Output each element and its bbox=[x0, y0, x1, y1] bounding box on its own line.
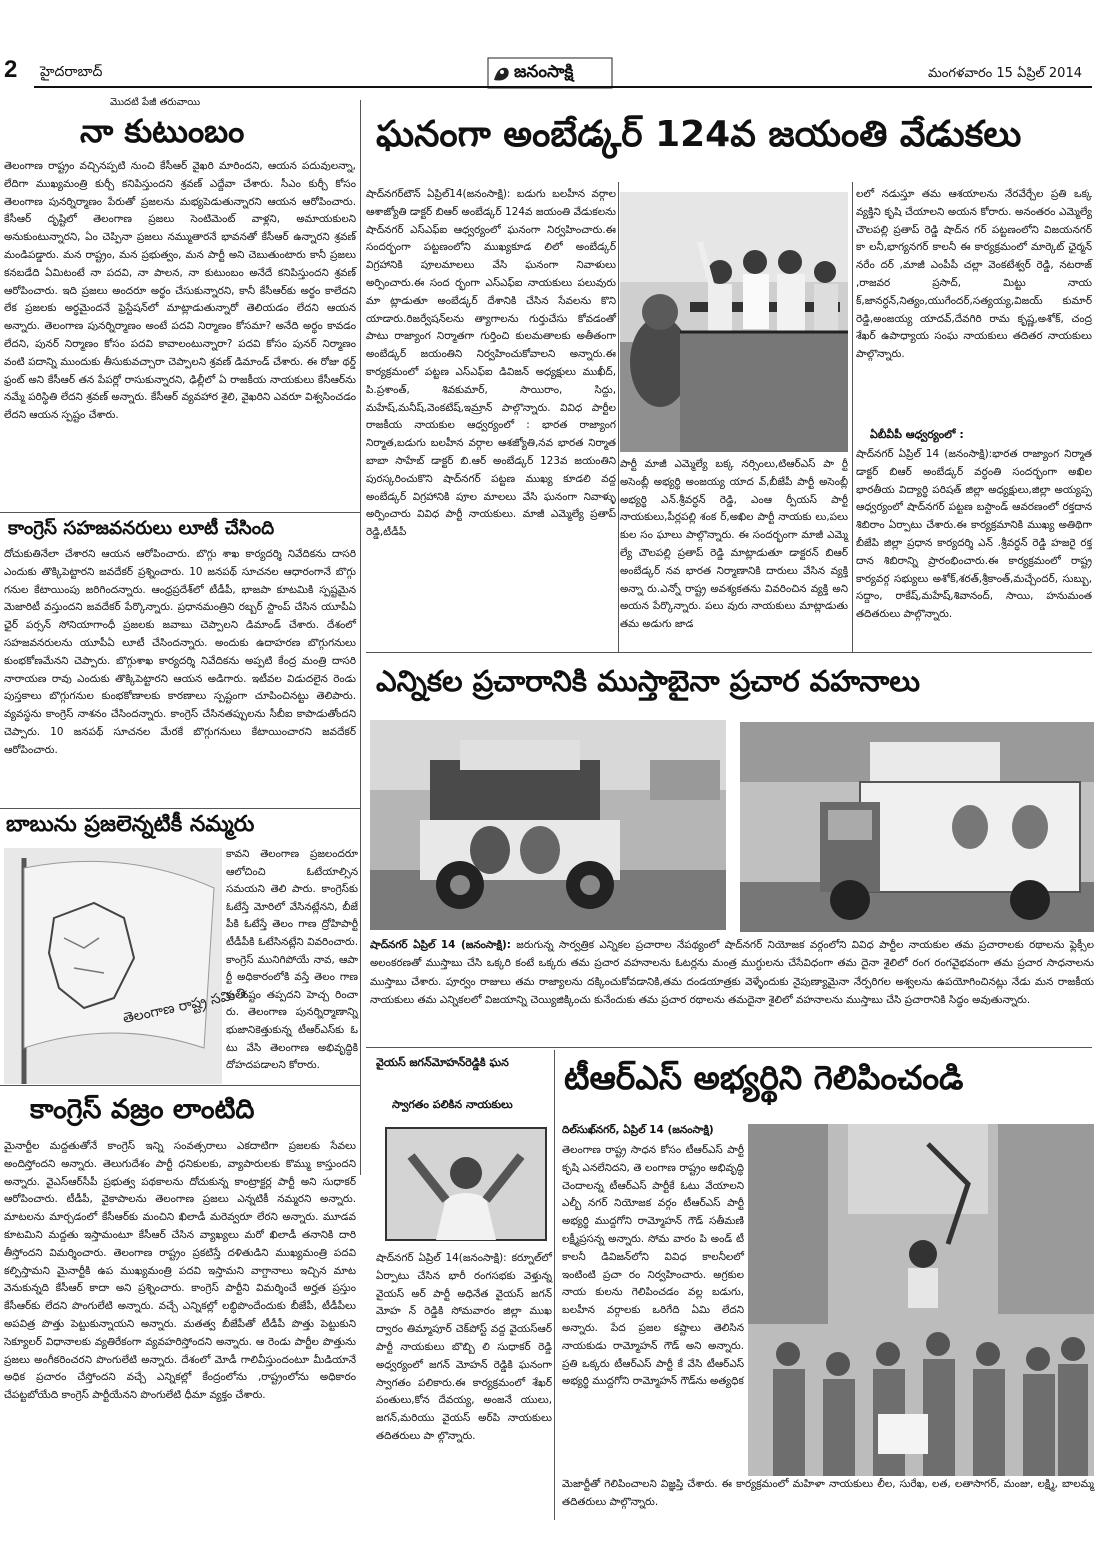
article-headline: కాంగ్రెస్ వజ్రం లాంటిది bbox=[30, 1094, 255, 1125]
column-divider bbox=[618, 182, 619, 652]
article-body: లలో నడుస్తూ తమ ఆశయాలను నేరవేర్చేల ప్రతి ఒక్క వ్యక్తిని కృషి చేయాలని అయన కోరారు. అనంతరం ఎమ్మెల్యే చౌలపల్లి ప్రతాప్ రెడ్డి షాద్‌న గర్ పట్టణంలోని విజయనగర్ కా లనీ,భాగ్యనగర్ కాలనీ ఈ కార్యక్రమంలో మార్కెట్ ఛైర్మన్ నరేం దర్ ,మాజీ ఎంపీపీ చల్లా వెంకటేశ్వర్ రెడ్డి, నటరాజ్ ,రాజవర ప్రసాద్, మిట్టు నాయ క్,జానర్ధన్,నిత్యం,యుగేందర్,సత్యయ్య,విజయ్ కుమార్ రెడ్డి,అంజయ్య యాదవ్,దేవగిరి రామ కృష్ణ,అశోక్, చంద్ర శేఖర్ ఉపాధ్యాయ సంఘ నాయకులు తదితర నాయకులు పాల్గొన్నారు. bbox=[856, 188, 1092, 361]
trs-flag-photo bbox=[4, 848, 248, 1084]
article-body: పార్టీ మాజీ ఎమ్మెల్యే బక్క నర్సింలు,టిఆర్ఎస్ పా ర్టీ అసెంబ్లీ అభ్యర్థి అంజయ్య యాద వ్,బీజేపీ పార్టీ అసెంబ్లీ అభ్యర్థి ఎన్.శ్రీవర్ధన్ రెడ్డి, ఎంఆ ర్పీయస్ పార్టీ నాయకులు,పీర్లపల్లి శంక ర్,అఖిల పార్టీ నాయకు లు,పలు కుల సం ఘాలు పాల్గొన్నారు. ఈ సందర్భంగా మాజీ ఎమ్మె ల్యే చౌలపల్లి ప్రతాప్ రెడ్డి మాట్లాడుతూ డాక్టరన్ బిఆర్ అంబేడ్కర్ నవ భారత నిర్మాణానికి దారులు వేసిన వ్యక్తి అన్నా రు.ఎన్నో రాష్ట్ర అవశ్యకతను వివరించిన వ్యక్తి అని అయన పేర్కొన్నారు. పలు వురు నాయకులు మాట్లాడుతు తమ అడుగు జాడ bbox=[620, 458, 848, 631]
article-body: మెజార్టీతో గెలిపించాలని విజ్ఞప్తి చేశారు. ఈ కార్యక్రమంలో మహిళా నాయకులు లీల, సురేఖ, లత, లతాసాగర్, మంజు, లక్ష్మి, బాలమ్మ తదితరులు పాల్గొన్నారు. bbox=[562, 1478, 1094, 1508]
article-body: షాద్‌నగర్ ఏప్రిల్ 14 (జనంసాక్షి):భారత రాజ్యాంగ నిర్మాత డాక్టర్ బిఆర్ అంబేడ్కర్ వర్ధంతి సందర్భంగా అఖిల భారతీయ విద్యార్థి పరిషత్ జిల్లా అధ్యక్షులు,జిల్లా అయ్యప్ప ఆధ్వర్యంలో షాద్‌నగర్ పట్టణ బస్టాండ్ ఆవరణంలో రక్తదాన శిబిరాం ఏర్పాటు చేశారు.ఈ కార్యక్రమానికి ముఖ్య అతిథిగా బీజేపి జిల్లా ప్రధాన కార్యదర్శి ఎన్ .శ్రీవర్ధన్ రెడ్డి హజరై రక్త దాన శిబిరాన్ని ప్రారంభించారు.ఈ కార్యక్రమంలో రాష్ట్ర కార్యవర్గ సభ్యులు అశోక్,శరత్,శ్రీకాంత్,మచ్చేందర్, సుబ్బు, సద్దాం, రాకేష్,మహేష్,శివానంద్, సాయి, హనుమంత తదితరులు పాల్గొన్నారు. bbox=[856, 448, 1092, 621]
trs-campaign-photo bbox=[748, 1124, 1094, 1476]
city-label: హైదరాబాద్ bbox=[40, 64, 103, 80]
article-text: జరుగున్న సార్వత్రిక ఎన్నికల ప్రచారాల నేపథ్యంలో షాద్‌నగర్ నియోజక వర్గంలోని వివిధ పార్టీల నాయకుల తమ ప్రచారాలకు రథాలను ఫ్లెక్సీల అలంకరణతో ముస్తాబు చేసి ఒక్కరి కంటే ఒక్కరు తమ ప్రచార వహనాలను ఓటర్లను మంత్ర ముగ్ధులను చేసేవిధంగా తమ దైనా శైలిలో రంగ రంగవైభవంగా తమ ప్రచార సాధనాలను ముస్తాబు చేశారు. పూర్వం రాజులు తమ రాజ్యాలను దక్కించుకోవడానికి,తమ దండయాత్రకు వెళ్ళేందుకు నైపుణ్యామైనా నేర్పరిగల అశ్వలను ఉపయోగించినట్లు నేడు మన రాజకీయ నాయకులు తమ ఎన్నికలలో విజయాన్ని చెయ్యిజిక్కించు కునేందుకు తమ ప్రచార రథాలను తమదైనా శైలిలో వహనాలను ముస్తాబు చేసి ప్రచారానికి సిద్ధం అవుతున్నారు. bbox=[370, 939, 1094, 1007]
article-body: దోచుకుతినేలా చేశారని ఆయన ఆరోపించారు. బొగ్గు శాఖ కార్యదర్శి నివేదికను దాసరి ఎందుకు తొక్కిపెట్టారని జవదేకర్ ప్రశ్నించారు. 10 జనపథ్ సూచనల ఆధారంగానే బొగ్గు గనుల కేటాయింపు జరిగిందన్నారు. ఆంధ్రప్రదేశ్‌లో టీడీపీ, భాజపా కూటమికి స్పష్టమైన మెజారిటీ వస్తుందని జవదేకర్ పేర్కొన్నారు. ప్రధానమంత్రిని రబ్బర్ స్టాంప్ చేసిన యూపీఏ ఛైర్ పర్సన్ సోనియాగాంధీ ప్రజలకు జవాబు చెప్పాలని డిమాండ్ చేశారు. దేశంలో సహజవనరులను యూపీఏ లూటీ చేసిందన్నారు. అందుకు ఉదాహరణ బొగ్గుగనులు కుంభకోణమేనని చెప్పారు. బొగ్గుశాఖ కార్యదర్శి నివేదికను అప్పటి కేంద్ర మంత్రి దాసరి నారాయణ రావు ఎందుకు తొక్కిపెట్టారని ఆయన అడిగారు. ఇటీవల విడుదలైన రెండు పుస్తకాలు బొగ్గుగనుల కుంభకోణాలకు కారణాలు స్పష్టంగా చూపించినట్టు తెలిపారు. వ్యవస్థను కాంగ్రెస్ నాశనం చేసిందన్నారు. కాంగ్రెస్ చేసినతప్పులను సీబీఐ కాపాడుతోందని చెప్పారు. 10 జనపథ్ సూచనల మేరకే బొగ్గుగనులు కేటాయించారని జవదేకర్ ఆరోపించారు. bbox=[4, 548, 357, 756]
article-headline: ఎన్నికల ప్రచారానికి ముస్తాబైనా ప్రచార వహనాలు bbox=[376, 664, 921, 698]
article-body: షాద్‌నగర్ ఏప్రిల్ 14(జనంసాక్షి): కర్నూల్‌లో ఏర్పాటు చేసిన భారీ రంగసభకు వెళ్తున్న వైయస్ అర్ పార్టీ అధినేత వైయస్ జగన్ మోహ న్ రెడ్డికి సోమవారం జిల్లా ముఖ ద్వారం తిమ్మాపూర్ చెక్‌పోస్ట్ వద్ద వైయస్‌ఆర్ పార్టీ నాయకులు బొబ్బి లి సుధాకర్ రెడ్డి అధ్వర్యంలో జగన్ మోహన్ రెడ్డికి ఘనంగా స్వాగతం పలికారు.ఈ కార్యక్రమంలో శేఖర్ పంతులు,కోన దేవయ్య, అంజనే యులు, జగన్,మరియు వైయస్ అర్‌పి నాయకులు తదితరులు పా ల్గొన్నారు. bbox=[376, 1252, 552, 1442]
column-divider bbox=[360, 100, 361, 1175]
article-headline: వైయస్ జగన్‌మోహన్‌రెడ్డికి ఘన bbox=[376, 1056, 509, 1069]
article-body: తెలంగాణ రాష్ట్రం వచ్చినప్పటి నుంచి కేసీఆర్ వైఖరి మారిందని, ఆయన పదువులన్నా, లేదిగా ముఖ్యమంత్రి కుర్చీ కనిపిస్తుందని శ్రవణ్ ఎద్దేవా చేశారు. సీఎం కుర్చీ కోసం తెలంగాణ పునర్నిర్మాణం పేరుతో ప్రజలను మభ్యపెడుతున్నారని ఆయన ఆరోపించారు. కేసీఆర్ దృష్టిలో తెలంగాణ ప్రజలు సెంటిమెంట్ వాళ్లని, అమాయకులని అనుకుంటున్నారని, ఏం చెప్పినా ప్రజలు నమ్ముతారనే భావనతో కేసీఆర్ ఉన్నారని శ్రవణ్ మండిపడ్డారు. మన రాష్ట్రం, మన ప్రభుత్వం, మన పార్టీ అని చెబుతుంటారు కానీ ప్రజలు కనబడేది ఏమిటంటే నా పదవి, నా పాలన, నా కుటుంబం అనేదే కనిపిస్తుందని శ్రవణ్ ఆరోపించారు. ఇది ప్రజలు అందరూ అర్థం చేసుకున్నారని, కానీ కేసీఆర్‌కు అర్థం కాలేదని లేక ప్రజలకు అర్థమైందనే ఫ్రెస్టేషన్‌లో మాట్లాడుతున్నారో తెలియడం లేదని ఆయన అన్నారు. తెలంగాణ పునర్నిర్మాణం అంటే పదవి నిర్మాణం కోసమా? అనేది అర్థం కావడం లేదని, పునర్ నిర్మాణం కోసం పదవి కావాలంటున్నారా? పదవి కోసం పునర్ నిర్మాణం వంటి పదాన్ని ముందుకు తీసుకువచ్చారా చెప్పాలని శ్రవణ్ డిమాండ్ చేశారు. ఈ రోజు థర్డ్ ఫ్రంట్ అని కేసీఆర్ తన పేపర్లో రాసుకున్నారని, ఢిల్లీలో ఏ రాజకీయ నాయకులు కేసీఆర్‌ను నమ్మే పరిస్థితి లేదని శ్రవణ్ అన్నారు. కేసీఆర్ వ్యవహార శైలి, వైఖరిని ఎవరూ విశ్వసించడం లేదని ఆయన స్పష్టం చేశారు. bbox=[4, 160, 356, 422]
article-body: తెలంగాణ రాష్ట్ర సాధన కోసం టీఆర్ఎస్ పార్టీ కృషి ఎనలేనిదని, తె లంగాణ రాష్ట్రం అభివృద్ధి చెందాలన్న టీఆర్ఎస్ పార్టీకే ఓటు వేయాలని ఎల్బీ నగర్ నియోజక వర్గం టీఆర్ఎస్ పార్టీ అభ్యర్థి ముద్దగోని రామ్మోహన్ గౌడ్ సతీమణి లక్ష్మీప్రసన్న అన్నారు. సోమ వారం పి అండ్ టీ కాలనీ డివిజన్‌లోని వివిధ కాలనీలలో ఇంటింటి ప్రచా రం నిర్వహించారు. అగ్రకుల నాయ కులను గెలిపించడం వల్ల బడుగు, బలహీన వర్గాలకు ఒరిగేది ఏమి లేదని అన్నారు. పేద ప్రజల కష్టాలు తెలిసిన నాయకుడు రామ్మోహన్ గౌడ్ అని అన్నారు. ప్రతి ఒక్కరు టీఆర్ఎస్ పార్టీ కే వేసి టీఆర్ఎస్ అభ్యర్థి ముద్దగోని రామ్మోహన్ గౌడ్‌ను అత్యధిక bbox=[562, 1144, 744, 1388]
article-dateline: దిల్‌సుఖ్‌నగర్, ఏప్రిల్ 14 (జనంసాక్షి) bbox=[562, 1124, 714, 1136]
article-body bbox=[370, 936, 1094, 1046]
section-divider bbox=[0, 808, 360, 809]
section-divider bbox=[366, 1047, 1092, 1048]
article-subhead: ఏబీవీపీ ఆధ్వర్యంలో : bbox=[870, 428, 964, 441]
issue-date: మంగళవారం 15 ఏప్రిల్ 2014 bbox=[928, 66, 1082, 81]
column-divider bbox=[852, 182, 853, 652]
article-headline: టీఆర్ఎస్ అభ్యర్థిని గెలిపించండి bbox=[564, 1058, 964, 1097]
article-headline: ఘనంగా అంబేడ్కర్ 124వ జయంతి వేడుకలు bbox=[376, 114, 1022, 155]
article-body: షాద్‌నగర్‌టౌన్ ఏప్రిల్14(జనంసాక్షి): బడుగు బలహీన వర్గాల ఆశాజ్యోతి డాక్టర్ బిఆర్ అంబేడ్కర్ 124వ జయంతి వేడుకలను షాద్‌నగర్ ఎస్ఎఫ్ఐ ఆధ్వర్యంలో ఘనంగా నిర్వహించారు.ఈ సందర్భంగా పట్టణంలోని ముఖ్యకూడ లిలో అంబేడ్కర్ విగ్రహానికి పూలమాలలు వేసి ఘనంగా నివాళులు అర్పించారు.ఈ సంద ర్భంగా ఎస్ఎఫ్ఐ నాయకులు పలువురు మా ట్లాడుతూ అంబేడ్కర్ దేశానికి చేసిన సేవలను కొని యాడారు.రిజర్వేషన్‌లను త్యాగాలను గుర్తుచేసు కోవడంతో పాటు రాజ్యాంగ నిర్మాతగా గుర్తించి కులమతాలకు అతీతంగా అంబేడ్కర్ జయంతిని నిర్వహించుకోవాలని అన్నారు.ఈ కార్యక్రమంలో పట్టణ ఎస్ఎఫ్ఐ డివిజన్ అధ్యక్షులు ముఖీద్, పి.ప్రశాంత్, శివకుమార్, సాయిరాం, సిద్దు, మహేష్,మనీష్,వెంకటేష్,ఇమ్రాన్ పాల్గొన్నారు. వివిధ పార్టీల రాజకీయ నాయకుల ఆధ్వర్యంలో : భారత రాజ్యాంగ నిర్మాత,బడుగు బలహీన వర్గాల ఆశజ్యోతి,నవ భారత నిర్మాత బాబా సాహేబ్ డాక్టర్ బి.ఆర్ అంబేడ్కర్ 123వ జయంతిని పురస్కరించుకొని షాద్‌నగర్ పట్టణ ముఖ్య కూడలి వద్ద అంబేడ్కర్ విగ్రహానికి పూల మాలలు వేసి ఘనంగా నివాళ్ళు అర్పించారు వివిధ పార్టీ నాయకులు. మాజీ ఎమ్మెల్యే ప్రతాప్ రెడ్డి,టీడీపీ bbox=[366, 188, 616, 539]
flag-caption: తెలంగాణ రాష్ట్ర సమితి bbox=[121, 985, 248, 1027]
article-headline: నా కుటుంబం bbox=[80, 112, 245, 150]
masthead-rule bbox=[34, 86, 1092, 88]
jagan-photo bbox=[386, 1128, 546, 1240]
article-dateline: షాద్‌నగర్ ఏప్రిల్ 14 (జనంసాక్షి): bbox=[370, 939, 511, 951]
article-body: మైనార్టీల మద్దతుతోనే కాంగ్రెస్ ఇన్ని సంవత్సరాలు ఎకదాటిగా ప్రజలకు సేవలు అందిస్తోందని అన్నారు. తెలుగుదేశం పార్టీ ధనికులకు, వ్యాపారులకు కొమ్ము కాస్తుందని అన్నారు. వైఎస్ఆర్‌సీపీ ప్రభుత్వ పథకాలను దోచుకున్న కాంట్రాక్టర్ల పార్టీ అని సుధాకర్ ఆరోపించారు. టీడీపీ, వైకాపాలను తెలంగాణ ప్రజలు ఎన్నటికీ నమ్మరని అన్నారు. మాటలను మార్చడంలో కేసీఆర్‌కు మంచిని ఖిలాడీ మరెవ్వరూ లేరని అన్నారు. మూడవ కూటమిని మద్దతు ఇస్తామంటూ కేసీఆర్ చేసిన వ్యాఖ్యలు మరో ఖిలాడీ తనానికి దారి తీస్తోందని విమర్శించారు. తెలంగాణ రాష్ట్రం ప్రకటిస్తే దళితుడిని ముఖ్యమంత్రి పదవి కల్పిస్తామని మైనార్టీకి ఉప ముఖ్యమంత్రి పదవి ఇస్తామని వాగ్దానాలు ఇచ్చిన మాట వెనుకున్నది కేసీఆర్ కాదా అని ప్రశ్నించారు. కాంగ్రెస్ పార్టీని విమర్శించే అర్హత ప్రస్తుం కేసీఆర్‌కు లేదని పొంగులేటి అన్నారు. వచ్చే ఎన్నికల్లో లబ్ధిపొందేందుకు బీజేపీ, టీడీపీలు అపవిత్ర పొత్తు పెట్టుకున్నాయని అన్నారు. మతత్వ బీజేపీతో టీడీపీ పొత్తు పెట్టుకుని సెక్యూలర్ విధానాలకు వ్యతిరేకంగా వ్యవహరిస్తోందని అన్నారు. ఆ రెండు పార్టీల పొత్తును ప్రజలు అంగీకరించరని పొంగులేటి అన్నారు. దేశంలో మోడీ గాలివీస్తుందంటూ మీడియానే అధిక ప్రచారం చేస్తోందని వచ్చే ఎన్నికల్లో కేంద్రంలోను ,రాష్ట్రంలోను అధికారం చేపట్టబోయేది కాంగ్రెస్ పార్టీయేనని పొంగులేటి ధీమా వ్యక్తం చేశారు. bbox=[4, 1140, 356, 1402]
paper-name: జనంసాక్షి bbox=[514, 62, 574, 82]
article-headline: కాంగ్రెస్ సహజవనరులు లూటీ చేసింది bbox=[8, 518, 275, 539]
article-body: కావని తెలంగాణ ప్రజలందరూ ఆలోచించి ఓటేయాల్సిన సమయని తెలి పారు. కాంగ్రెస్‌కు ఓటేస్తే మోరిలో వేసినట్లేనని, బీజే పీకి ఓటేస్తే తెలం గాణ ద్రోహిపార్టీ టీడీపీకి ఓటేసినట్లేని వివరించారు. కాంగ్రెస్ మునిగిపోయే నావ, ఆపా ర్టీ అధికారంలోకి వస్తే తెలం గాణ కు నష్టం తప్పదని హెచ్చ రించా రు. తెలంగాణ పునర్నిర్మాణాన్ని భుజానికెత్తుకున్న టీఆర్ఎస్‌కు ఓ టు వేసి తెలంగాణ అభివృద్ధికి దోహదపడాలని కోరారు. bbox=[226, 848, 358, 1072]
section-divider bbox=[366, 652, 1092, 653]
ambedkar-jayanti-photo bbox=[620, 192, 848, 452]
section-divider bbox=[0, 512, 360, 513]
column-divider bbox=[554, 1050, 555, 1520]
campaign-van-photo bbox=[740, 722, 1094, 932]
section-divider bbox=[0, 1085, 360, 1086]
article-headline: బాబును ప్రజలెన్నటికీ నమ్మరు bbox=[6, 812, 255, 837]
masthead bbox=[0, 0, 1100, 108]
campaign-jeep-photo bbox=[370, 720, 726, 930]
continued-note: మొదటి పేజీ తరువాయి bbox=[110, 97, 201, 108]
page-number: 2 bbox=[4, 56, 18, 83]
article-headline: స్వాగతం పలికిన నాయకులు bbox=[392, 1098, 513, 1111]
